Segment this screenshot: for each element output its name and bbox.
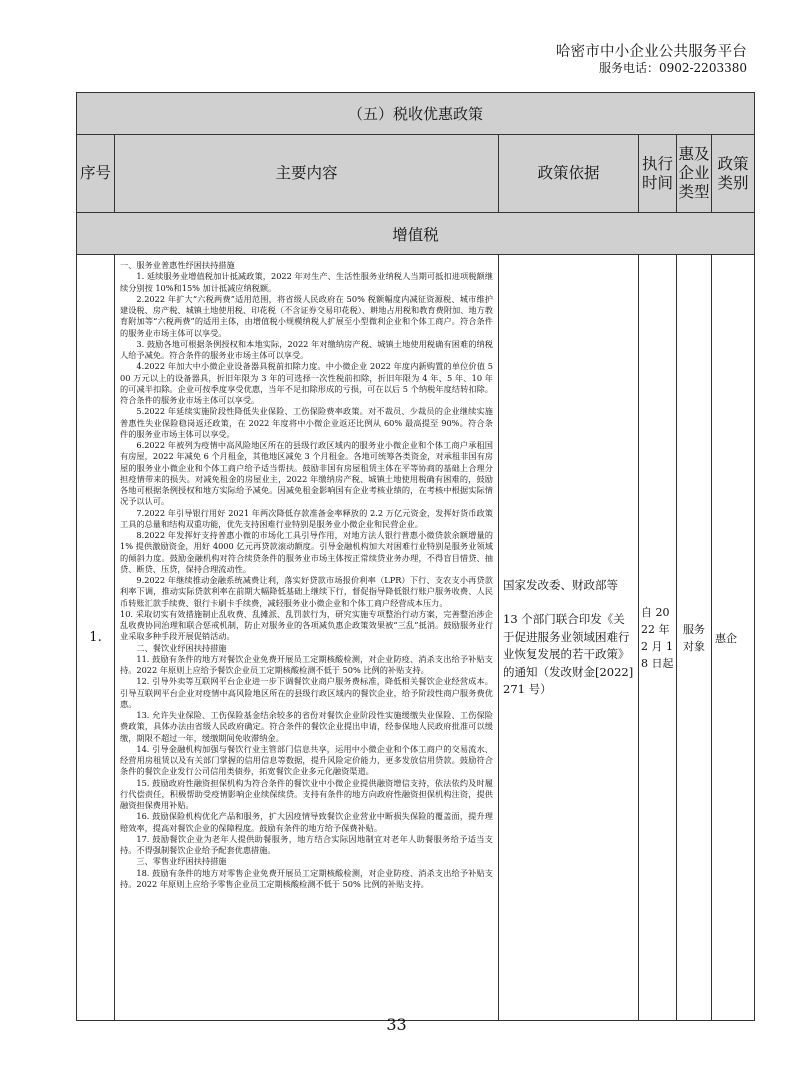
header-policy-type: 政策类别 xyxy=(712,135,755,213)
content-paragraph: 12. 引导外卖等互联网平台企业进一步下调餐饮业商户服务费标准，降低相关餐饮企业经营成本。引导互联网平台企业对疫情中高风险地区所在的县级行政区域内的餐饮企业，给予阶段性商户服务费优惠。 xyxy=(120,676,493,709)
content-paragraph: 5.2022 年延续实施阶段性降低失业保险、工伤保险费率政策。对不裁员、少裁员的企业继续实施普惠性失业保险稳岗返还政策，在 2022 年度将中小微企业返还比例从 60% 最高提至 90%。符合条件的服务业市场主体可以享受。 xyxy=(120,406,493,439)
row-target-type: 服务对象 xyxy=(677,255,712,1021)
basis-line-1: 国家发改委、财政部等 xyxy=(503,577,618,592)
content-paragraph: 1. 延续服务业增值税加计抵减政策，2022 年对生产、生活性服务业纳税人当期可抵扣进项税额继续分别按 10%和15% 加计抵减应纳税额。 xyxy=(120,271,493,293)
content-paragraph: 8.2022 年发挥好支持普惠小微的市场化工具引导作用，对地方法人银行普惠小微贷款余额增量的 1% 提供激励资金，用好 4000 亿元再贷款滚动额度。引导金融机构加大对困难行业特别是服务业领域的倾斜力度。鼓励金融机构对符合续贷条件的服务业市场主体按正常续贷业务办理，不得盲目惜贷、抽贷、断贷、压贷，保持合理流动性。 xyxy=(120,530,493,574)
header-basis: 政策依据 xyxy=(499,135,639,213)
content-paragraph: 10. 采取切实有效措施制止乱收费、乱摊派、乱罚款行为，研究实施专项整治行动方案，完善整治涉企乱收费协同治理和联合惩戒机制，防止对服务业的各项减负惠企政策效果被“三乱”抵消。鼓励服务业行业采取多种手段开展促销活动。 xyxy=(120,608,493,642)
header-time: 执行时间 xyxy=(639,135,677,213)
header-seq: 序号 xyxy=(77,135,115,213)
column-header-row xyxy=(77,135,755,213)
section-title-row xyxy=(77,93,755,135)
service-phone: 服务电话：0902-2203380 xyxy=(598,61,747,75)
row-seq: 1. xyxy=(77,255,115,1021)
row-basis xyxy=(499,255,639,1021)
content-paragraph: 9.2022 年继续推动金融系统减费让利，落实好贷款市场报价利率（LPR）下行、支农支小再贷款利率下调，推动实际贷款利率在前期大幅降低基础上继续下行，督促指导降低银行账户服务收费、人民币转账汇款手续费、银行卡刷卡手续费，减轻服务业小微企业和个体工商户经营成本压力。 xyxy=(120,575,493,608)
table-row xyxy=(77,255,755,1021)
content-paragraph: 2.2022 年扩大“六税两费”适用范围，将省级人民政府在 50% 税额幅度内减征资源税、城市维护建设税、房产税、城镇土地使用税、印花税（不含证券交易印花税）、耕地占用税和教育费附加、地方教育附加等“六税两费”的适用主体，由增值税小规模纳税人扩展至小型微利企业和个体工商户。符合条件的服务业市场主体可以享受。 xyxy=(120,293,493,338)
content-paragraph: 三、零售业纾困扶持措施 xyxy=(136,856,227,867)
section-title: （五）税收优惠政策 xyxy=(77,93,755,135)
header-content: 主要内容 xyxy=(115,135,499,213)
row-time: 自 2022 年 2 月 18 日起 xyxy=(639,255,677,1021)
content-paragraph: 17. 鼓励餐饮企业为老年人提供助餐服务，地方结合实际因地制宜对老年人助餐服务给予适当支持。不得强制餐饮企业给予配套优惠措施。 xyxy=(120,833,493,855)
platform-name: 哈密市中小企业公共服务平台 xyxy=(555,44,747,60)
subsection-title: 增值税 xyxy=(77,213,755,255)
content-paragraph: 4.2022 年加大中小微企业设备器具税前扣除力度。中小微企业 2022 年度内新购置的单位价值 500 万元以上的设备器具，折旧年限为 3 年的可选择一次性税前扣除，折旧年限为 4 年、5 年、10 年的可减半扣除。企业可按季度享受优惠，当年不足扣除形成的亏损，可在以后 5 个纳税年度结转扣除。符合条件的服务业市场主体可以享受。 xyxy=(120,361,493,405)
row-content xyxy=(115,255,499,1021)
content-paragraph: 11. 鼓励有条件的地方对餐饮企业免费开展员工定期核酸检测，对企业防疫、消杀支出给予补贴支持。2022 年原则上应给予餐饮企业员工定期核酸检测不低于 50% 比例的补贴支持。 xyxy=(120,653,493,675)
row-policy-type: 惠企 xyxy=(712,255,755,1021)
content-paragraph: 13. 允许失业保险、工伤保险基金结余较多的省份对餐饮企业阶段性实施缓缴失业保险、工伤保险费政策，具体办法由省级人民政府确定。符合条件的餐饮企业提出申请，经参保地人民政府批准可以缓缴，期限不超过一年，缓缴期间免收滞纳金。 xyxy=(120,710,493,743)
content-paragraph: 15. 鼓励政府性融资担保机构为符合条件的餐饮业中小微企业提供融资增信支持，依法依约及时履行代偿责任，积极帮助受疫情影响企业续保续贷。支持有条件的地方向政府性融资担保机构注资，提供融资担保费用补贴。 xyxy=(120,777,493,810)
header-target-type: 惠及企业类型 xyxy=(677,135,712,213)
content-paragraph: 一、服务业普惠性纾困扶持措施 xyxy=(120,260,235,270)
content-paragraph: 14. 引导金融机构加强与餐饮行业主管部门信息共享，运用中小微企业和个体工商户的交易流水、经营用房租赁以及有关部门掌握的信用信息等数据，提升风险定价能力，更多发放信用贷款。鼓励符合条件的餐饮企业发行公司信用类债券，拓宽餐饮企业多元化融资渠道。 xyxy=(120,743,493,777)
content-paragraph: 二、餐饮业纾困扶持措施 xyxy=(136,642,227,653)
subsection-row xyxy=(77,213,755,255)
content-paragraph: 18. 鼓励有条件的地方对零售企业免费开展员工定期核酸检测，对企业防疫、消杀支出给予补贴支持。2022 年原则上应给予零售企业员工定期核酸检测不低于 50% 比例的补贴支持。 xyxy=(120,867,493,889)
content-paragraph: 6.2022 年被列为疫情中高风险地区所在的县级行政区域内的服务业小微企业和个体工商户承租国有房屋，2022 年减免 6 个月租金，其他地区减免 3 个月租金。各地可统筹各类资金，对承租非国有房屋的服务业小微企业和个体工商户给予适当帮扶。鼓励非国有房屋租赁主体在平等协商的基础上合理分担疫情带来的损失。对减免租金的房屋业主，2022 年缴纳房产税、城镇土地使用税确有困难的，鼓励各地可根据条例授权和地方实际给予减免。因减免租金影响国有企业考核业绩的，在考核中根据实际情况予以认可。 xyxy=(120,440,493,507)
content-paragraph: 3. 鼓励各地可根据条例授权和本地实际，2022 年对缴纳房产税、城镇土地使用税确有困难的纳税人给予减免。符合条件的服务业市场主体可以享受。 xyxy=(120,338,493,360)
page-number: 33 xyxy=(386,1015,407,1034)
content-paragraph: 7.2022 年引导银行用好 2021 年两次降低存款准备金率释放的 2.2 万亿元资金，发挥好货币政策工具的总量和结构双重功能，优先支持困难行业特别是服务业小微企业和民营企业。 xyxy=(120,507,493,529)
content-paragraph: 16. 鼓励保险机构优化产品和服务，扩大因疫情导致餐饮企业营业中断损失保险的覆盖面，提升理赔效率，提高对餐饮企业的保障程度。鼓励有条件的地方给予保费补贴。 xyxy=(120,811,493,833)
policy-table xyxy=(76,92,755,1021)
basis-line-2: 13 个部门联合印发《关于促进服务业领域困难行业恢复发展的若干政策》的通知（发改财金[2022]271 号） xyxy=(503,612,634,696)
